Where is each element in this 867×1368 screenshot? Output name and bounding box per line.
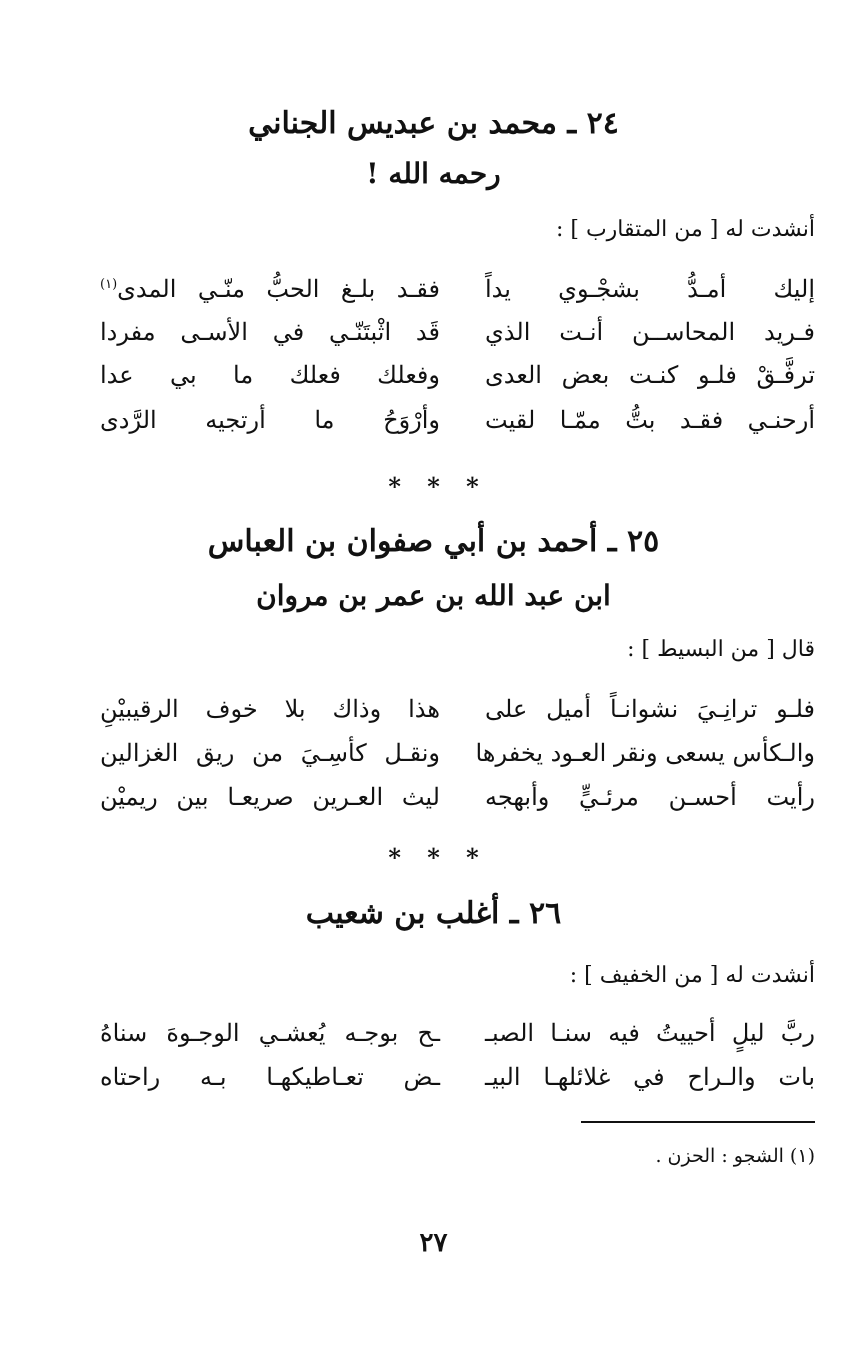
verse-first-hemistich: فلـو ترانِـيَ نشوانـاً أميل على: [485, 695, 815, 723]
verse-first-hemistich: والـكأس يسعى ونقر العـود يخفرها: [475, 739, 815, 767]
verse-line: [100, 1056, 815, 1098]
verse-first-hemistich: رأيت أحسـن مرئـيٍّ وأبهجه: [485, 783, 815, 811]
poem-intro: أنشدت له [ من المتقارب ] :: [555, 217, 815, 242]
verse-first-hemistich: أرحنـي فقـد بتُّ ممّـا لقيت: [485, 406, 815, 434]
verse-second-hemistich: قَد اثْبتَنّـي في الأسـى مفردا: [100, 318, 440, 346]
verse-line: [100, 1012, 815, 1054]
poem-intro: أنشدت له [ من الخفيف ] :: [569, 963, 815, 988]
verse-second-hemistich: وأرْوَحُ ما أرتجيه الرَّدى: [100, 406, 440, 434]
poem-intro: قال [ من البسيط ] :: [627, 637, 815, 662]
footnote: (١) الشجو : الحزن .: [655, 1145, 815, 1167]
entry-heading: ٢٦ ـ أغلب بن شعيب: [305, 896, 562, 931]
verse-line: [100, 732, 815, 774]
verse-line: [100, 399, 815, 441]
verse-second-hemistich: هذا وذاك بلا خوف الرقيبيْنِ: [100, 695, 440, 723]
verse-second-hemistich: ليث العـرين صريعـا بين ريميْن: [100, 783, 440, 811]
entry-heading: ٢٤ ـ محمد بن عبديس الجناني: [248, 106, 619, 141]
entry-subheading: ابن عبد الله بن عمر بن مروان: [256, 579, 611, 612]
verse-second-hemistich: ـح بوجـه يُعشـي الوجـوهَ سناهُ: [100, 1019, 440, 1047]
footnote-divider: [581, 1121, 815, 1123]
entry-heading: ٢٥ ـ أحمد بن أبي صفوان بن العباس: [207, 524, 660, 559]
section-separator: * * *: [388, 843, 479, 872]
verse-second-hemistich: [100, 268, 440, 310]
page-number: ٢٧: [419, 1228, 448, 1258]
verse-first-hemistich: إليك أمـدُّ بشجْـوي يداً: [485, 275, 815, 303]
verse-line: [100, 776, 815, 818]
verse-text: فقـد بلـغ الحبُّ منّـي المدى: [117, 275, 440, 303]
verse-line: [100, 311, 815, 353]
verse-second-hemistich: وفعلك فعلك ما بي عدا: [100, 361, 440, 389]
footnote-reference: (١): [100, 277, 118, 292]
verse-first-hemistich: ترفَّـقْ فلـو كنـت بعض العدى: [485, 361, 815, 389]
verse-line: [100, 354, 815, 396]
verse-second-hemistich: ونقـل كأسِـيَ من ريق الغزالين: [100, 739, 440, 767]
entry-subheading: رحمه الله !: [366, 157, 501, 190]
section-separator: * * *: [388, 472, 479, 501]
verse-first-hemistich: ربَّ ليلٍ أحييتُ فيه سنـا الصبـ: [485, 1019, 815, 1047]
verse-first-hemistich: بات والـراح في غلائلهـا البيـ: [485, 1063, 815, 1091]
verse-line: [100, 688, 815, 730]
verse-second-hemistich: ـض تعـاطيكهـا بـه راحتاه: [100, 1063, 440, 1091]
verse-line: [100, 268, 815, 310]
verse-first-hemistich: فـريد المحاســن أنـت الذي: [485, 318, 815, 346]
